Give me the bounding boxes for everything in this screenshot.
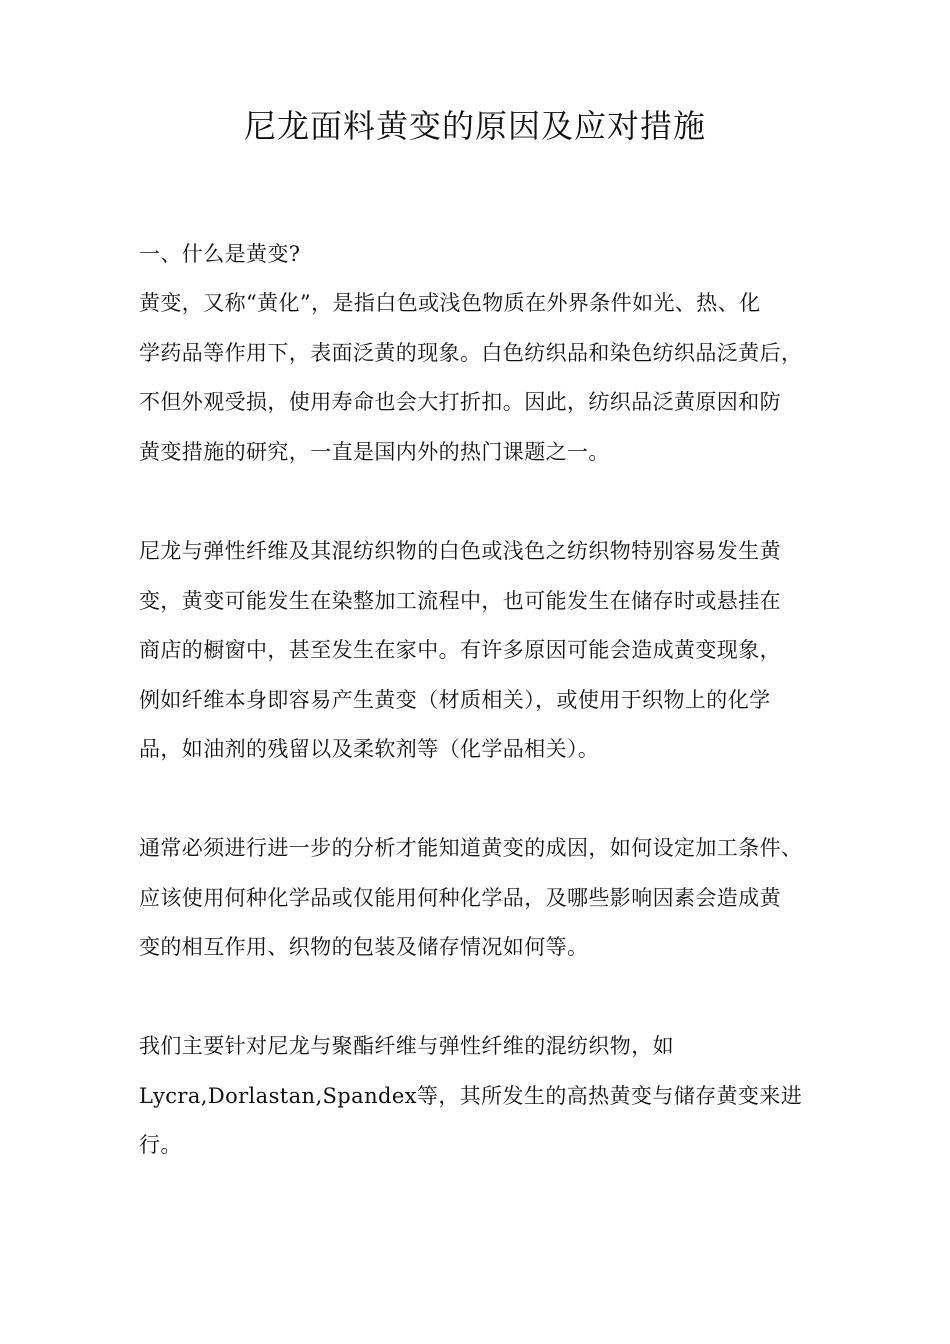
paragraph-line: 商店的橱窗中，甚至发生在家中。有许多原因可能会造成黄变现象， [139, 638, 781, 662]
paragraph-line: 通常必须进行进一步的分析才能知道黄变的成因，如何设定加工条件、 [139, 836, 803, 860]
paragraph-line: 应该使用何种化学品或仅能用何种化学品，及哪些影响因素会造成黄 [139, 885, 781, 910]
paragraph-line: 学药品等作用下，表面泛黄的现象。白色纺织品和染色纺织品泛黄后， [139, 340, 803, 365]
section-heading: 一、什么是黄变? [139, 242, 301, 266]
paragraph-line: 我们主要针对尼龙与聚酯纤维与弹性纤维的混纺织物，如 [139, 1034, 674, 1058]
paragraph-line: 不但外观受损，使用寿命也会大打折扣。因此，纺织品泛黄原因和防 [139, 390, 781, 414]
paragraph-line: 品，如油剂的残留以及柔软剂等（化学品相关）。 [139, 737, 600, 761]
paragraph-2 [139, 527, 839, 775]
paragraph-line: 变的相互作用、织物的包装及储存情况如何等。 [139, 935, 589, 959]
paragraph-1 [139, 279, 839, 477]
paragraph-4 [139, 1022, 839, 1171]
paragraph-line: 行。 [139, 1133, 182, 1157]
paragraph-line: 黄变，又称“黄化”，是指白色或浅色物质在外界条件如光、热、化 [139, 291, 761, 315]
paragraph-line: Lycra,Dorlastan,Spandex等，其所发生的高热黄变与储存黄变来进 [139, 1083, 803, 1108]
paragraph-line: 尼龙与弹性纤维及其混纺织物的白色或浅色之纺织物特别容易发生黄 [139, 539, 781, 563]
paragraph-line: 黄变措施的研究，一直是国内外的热门课题之一。 [139, 439, 610, 464]
paragraph-line: 例如纤维本身即容易产生黄变（材质相关），或使用于织物上的化学 [139, 687, 771, 712]
paragraph-line: 变，黄变可能发生在染整加工流程中，也可能发生在储存时或悬挂在 [139, 588, 781, 613]
document-title: 尼龙面料黄变的原因及应对措施 [243, 107, 706, 145]
paragraph-3 [139, 824, 839, 973]
